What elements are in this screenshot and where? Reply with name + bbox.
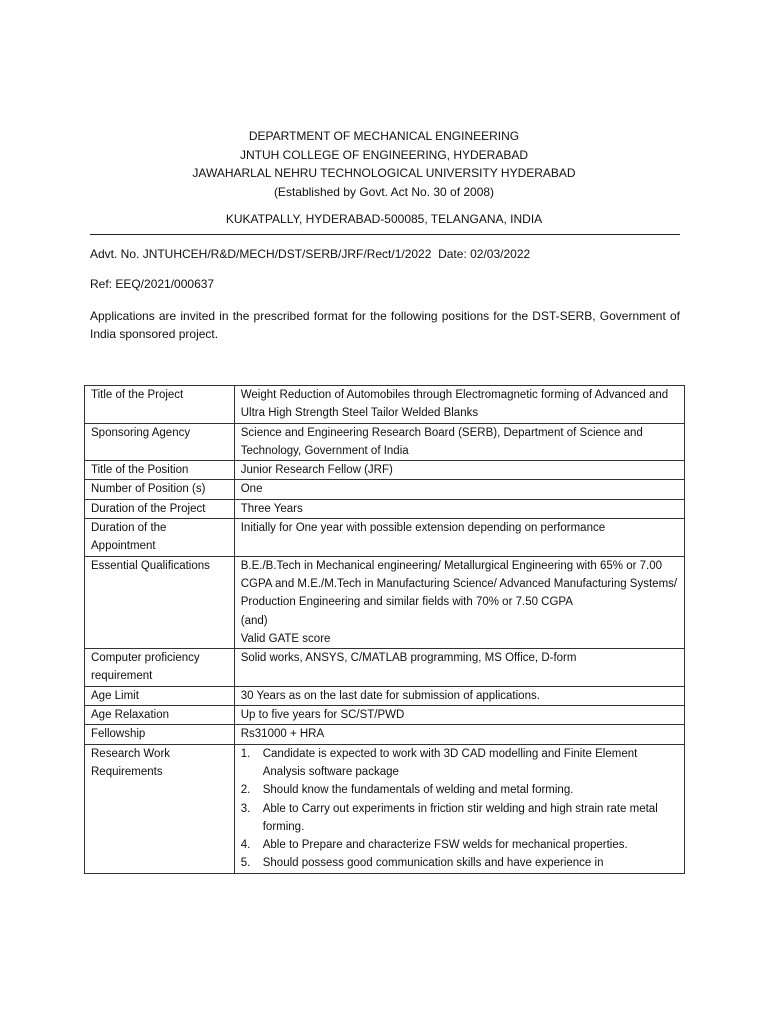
position-details-table — [84, 385, 685, 874]
list-text: Able to Prepare and characterize FSW welds for mechanical properties. — [262, 839, 628, 852]
row-label: Duration of the Appointment — [85, 519, 235, 557]
advertisement-date: Date: 02/03/2022 — [438, 247, 531, 261]
qualification-text: B.E./B.Tech in Mechanical engineering/ Metallurgical Engineering with 65% or 7.00 CGPA and M.E./M.Tech in Manufacturing Science/ Advanced Manufacturing Systems/ Production Engineering and similar fields with 70% or 7.50 CGPA — [240, 559, 678, 609]
list-number: 4. — [240, 839, 251, 852]
advertisement-line — [90, 247, 530, 261]
table-row — [85, 480, 685, 499]
list-item — [241, 854, 679, 872]
row-label: Age Relaxation — [85, 706, 235, 725]
row-value: One — [234, 480, 684, 499]
college-name: JNTUH COLLEGE OF ENGINEERING, HYDERABAD — [239, 147, 529, 162]
row-label: Essential Qualifications — [85, 556, 235, 648]
table-row — [85, 686, 685, 705]
row-label: Age Limit — [85, 686, 235, 705]
table-row — [85, 499, 685, 518]
address: KUKATPALLY, HYDERABAD-500085, TELANGANA, INDIA — [225, 212, 543, 226]
list-item — [241, 781, 679, 799]
list-text: Candidate is expected to work with 3D CAD modelling and Finite Element Analysis software package — [262, 747, 638, 778]
list-number: 3. — [240, 802, 251, 815]
row-value — [234, 744, 684, 873]
row-label: Duration of the Project — [85, 499, 235, 518]
row-label: Title of the Project — [85, 386, 235, 424]
table-row — [85, 556, 685, 648]
table-row — [85, 725, 685, 744]
row-value: Science and Engineering Research Board (SERB), Department of Science and Technology, Government of India — [234, 423, 684, 461]
list-item — [241, 745, 679, 782]
intro-paragraph: Applications are invited in the prescribed format for the following positions for the DST-SERB, Government of India sponsored project. — [90, 309, 680, 341]
row-value: Junior Research Fellow (JRF) — [234, 461, 684, 480]
requirements-list — [241, 745, 679, 873]
table-row — [85, 649, 685, 687]
row-value: Three Years — [234, 499, 684, 518]
row-label: Sponsoring Agency — [85, 423, 235, 461]
qualification-conjunction: (and) — [240, 614, 268, 627]
row-value — [234, 556, 684, 648]
row-label: Research Work Requirements — [85, 744, 235, 873]
advertisement-number: Advt. No. JNTUHCEH/R&D/MECH/DST/SERB/JRF/Rect/1/2022 — [90, 247, 432, 261]
row-label: Title of the Position — [85, 461, 235, 480]
row-value: Rs31000 + HRA — [234, 725, 684, 744]
list-text: Should possess good communication skills and have experience in — [262, 857, 604, 870]
reference-number: Ref: EEQ/2021/000637 — [90, 277, 215, 291]
letterhead — [0, 127, 768, 201]
row-label: Computer proficiency requirement — [85, 649, 235, 687]
department-name: DEPARTMENT OF MECHANICAL ENGINEERING — [248, 129, 520, 143]
university-name: JAWAHARLAL NEHRU TECHNOLOGICAL UNIVERSITY HYDERABAD — [192, 166, 576, 180]
row-value: Weight Reduction of Automobiles through Electromagnetic forming of Advanced and Ultra High Strength Steel Tailor Welded Blanks — [234, 386, 684, 424]
establishment-note: (Established by Govt. Act No. 30 of 2008) — [273, 184, 495, 199]
table-row — [85, 461, 685, 480]
row-label: Number of Position (s) — [85, 480, 235, 499]
list-text: Should know the fundamentals of welding and metal forming. — [262, 784, 574, 797]
table-row — [85, 423, 685, 461]
list-number: 1. — [240, 747, 251, 760]
table-row — [85, 706, 685, 725]
qualification-gate: Valid GATE score — [240, 632, 331, 645]
header-divider — [90, 234, 680, 235]
row-value: Up to five years for SC/ST/PWD — [234, 706, 684, 725]
row-label: Fellowship — [85, 725, 235, 744]
table-row — [85, 386, 685, 424]
table-row — [85, 519, 685, 557]
list-item — [241, 800, 679, 837]
row-value: 30 Years as on the last date for submission of applications. — [234, 686, 684, 705]
table-row — [85, 744, 685, 873]
list-number: 2. — [240, 784, 251, 797]
list-text: Able to Carry out experiments in friction stir welding and high strain rate metal forming. — [262, 802, 658, 833]
list-item — [241, 836, 679, 854]
row-value: Initially for One year with possible extension depending on performance — [234, 519, 684, 557]
row-value: Solid works, ANSYS, C/MATLAB programming, MS Office, D-form — [234, 649, 684, 687]
list-number: 5. — [240, 857, 251, 870]
